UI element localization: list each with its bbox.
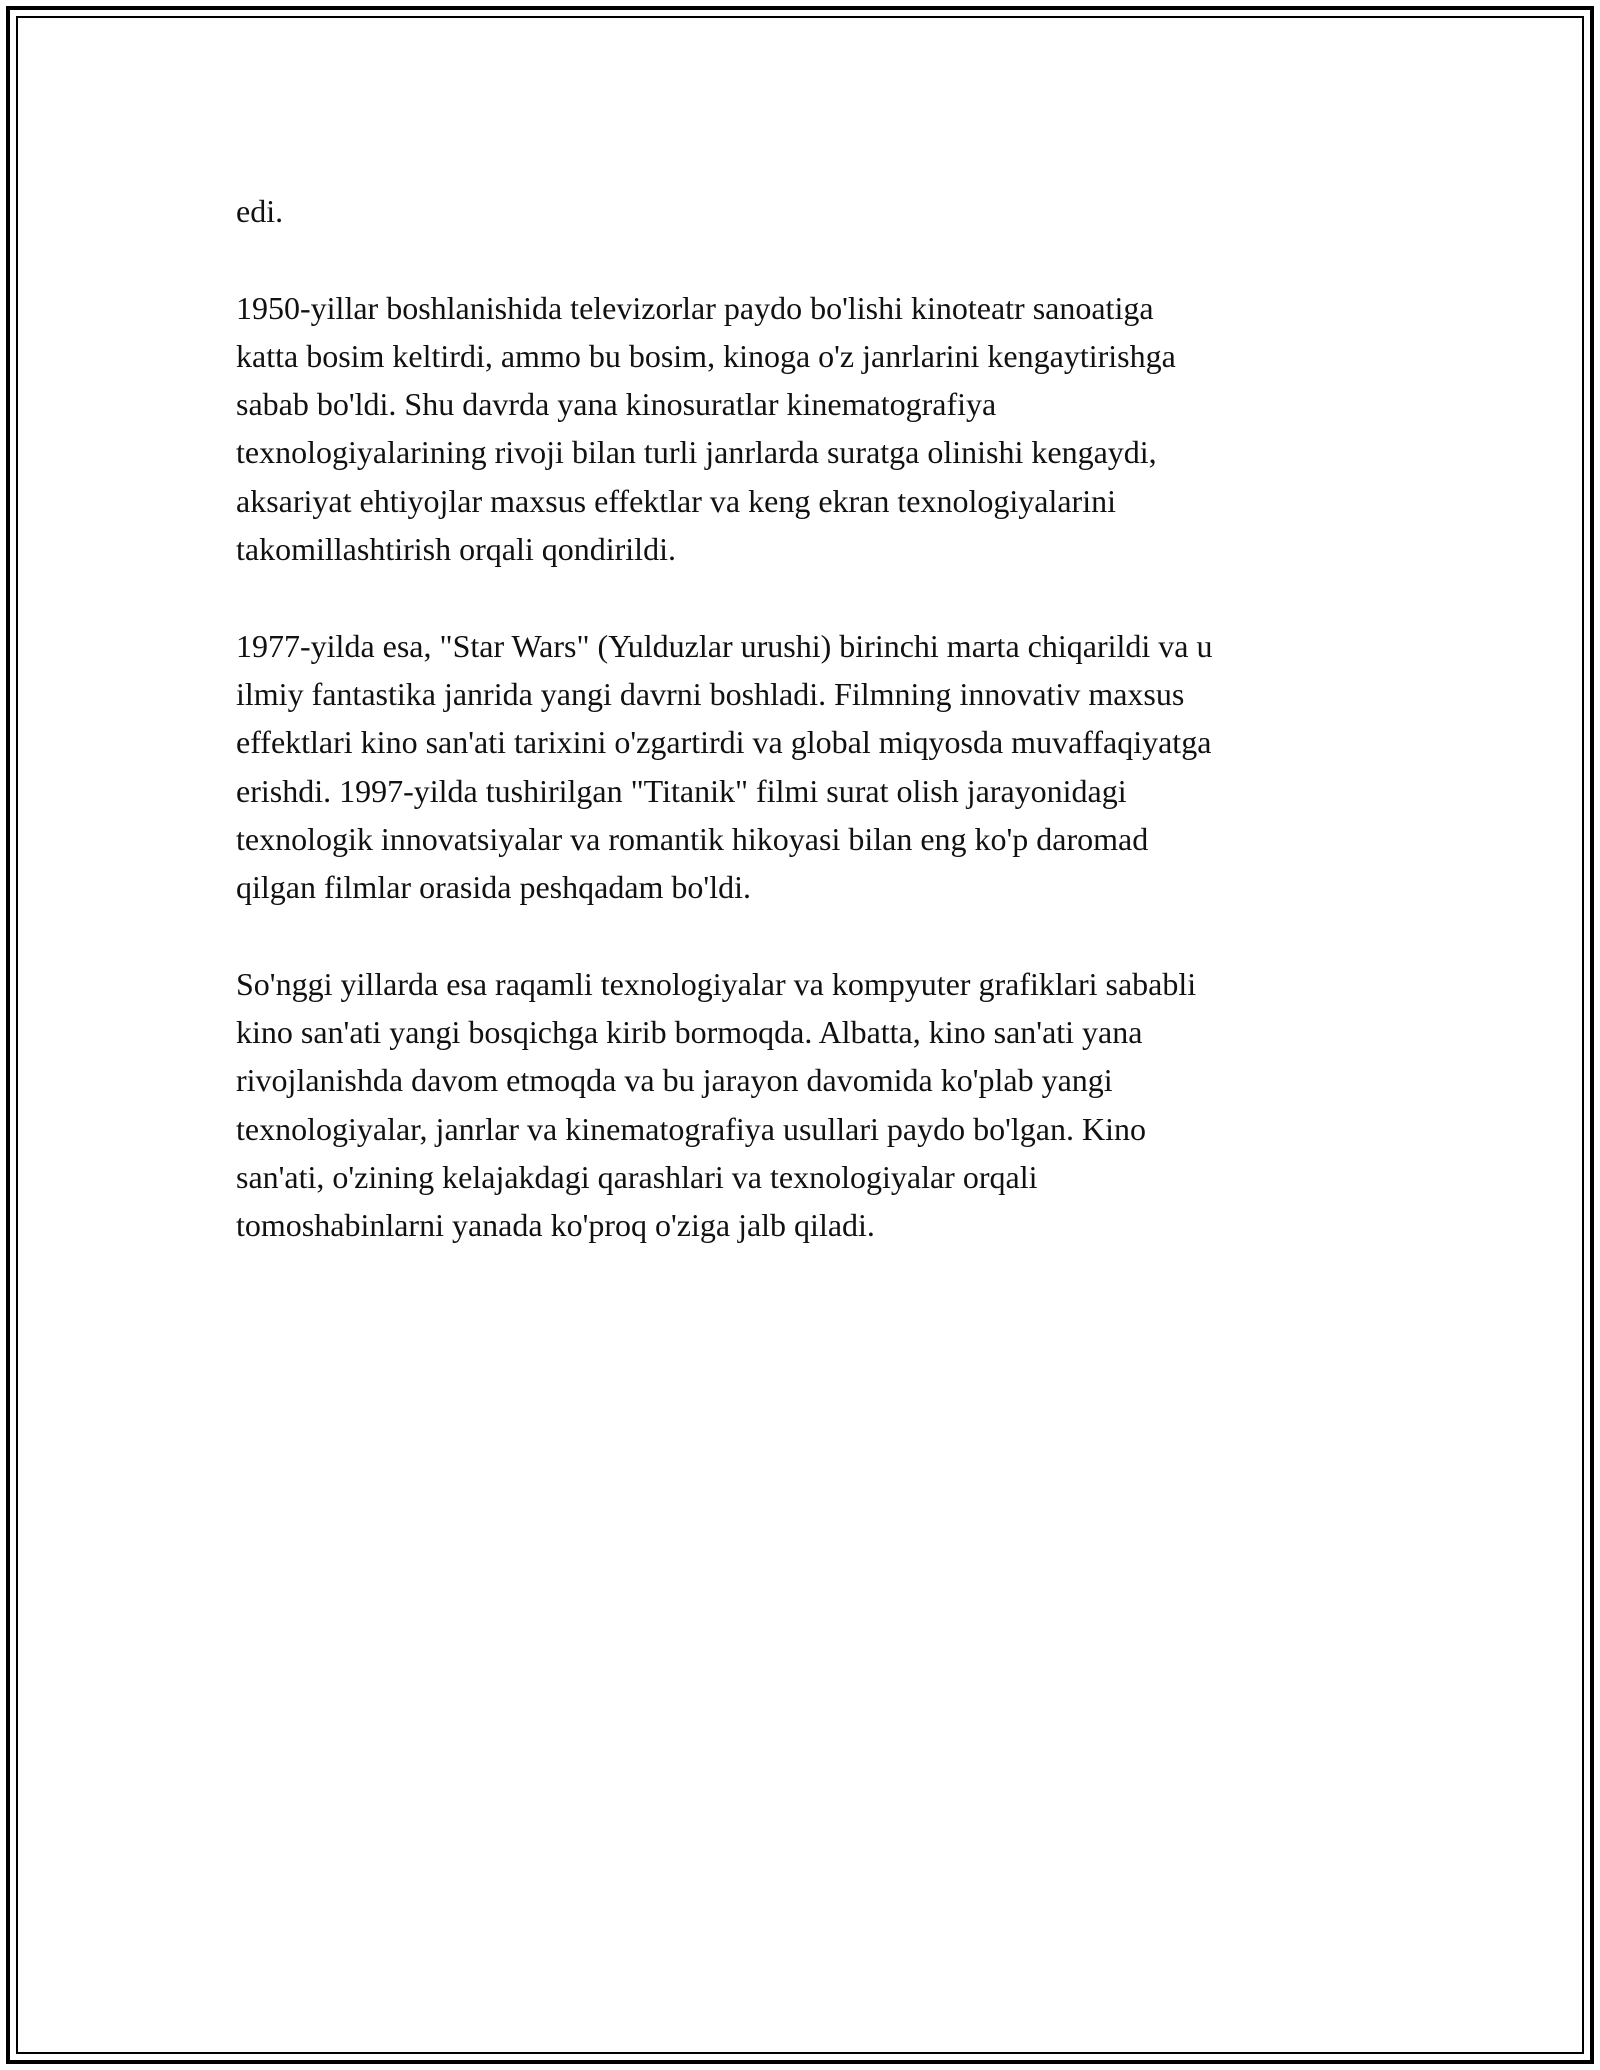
paragraph-continuation: edi. xyxy=(236,193,284,229)
paragraph-digital-era: So'nggi yillarda esa raqamli texnologiyalar va kompyuter grafiklari sababli kino san'ati yangi bosqichga kirib bormoqda. Albatta, kino san'ati yana rivojlanishda davom etmoqda va bu jarayon davomida ko'plab yangi texnologiyalar, janrlar va kinematografiya usullari paydo bo'lgan. Kino san'ati, o'zining kelajakdagi qarashlari va texnologiyalar orqali tomoshabinlarni yanada ko'proq o'ziga jalb qiladi. xyxy=(236,965,1197,1244)
document-body xyxy=(236,187,1386,1298)
paragraph-star-wars-titanic: 1977-yilda esa, "Star Wars" (Yulduzlar urushi) birinchi marta chiqarildi va u ilmiy fantastika janrida yangi davrni boshladi. Filmning innovativ maxsus effektlari kino san'ati tarixini o'zgartirdi va global miqyosda muvaffaqiyatga erishdi. 1997-yilda tushirilgan "Titanik" filmi surat olish jarayonidagi texnologik innovatsiyalar va romantik hikoyasi bilan eng ko'p daromad qilgan filmlar orasida peshqadam bo'ldi. xyxy=(236,627,1213,906)
paragraph-1950s-television: 1950-yillar boshlanishida televizorlar paydo bo'lishi kinoteatr sanoatiga katta bosim keltirdi, ammo bu bosim, kinoga o'z janrlarini kengaytirishga sabab bo'ldi. Shu davrda yana kinosuratlar kinematografiya texnologiyalarining rivoji bilan turli janrlarda suratga olinishi kengaydi, aksariyat ehtiyojlar maxsus effektlar va keng ekran texnologiyalarini takomillashtirish orqali qondirildi. xyxy=(236,289,1176,568)
